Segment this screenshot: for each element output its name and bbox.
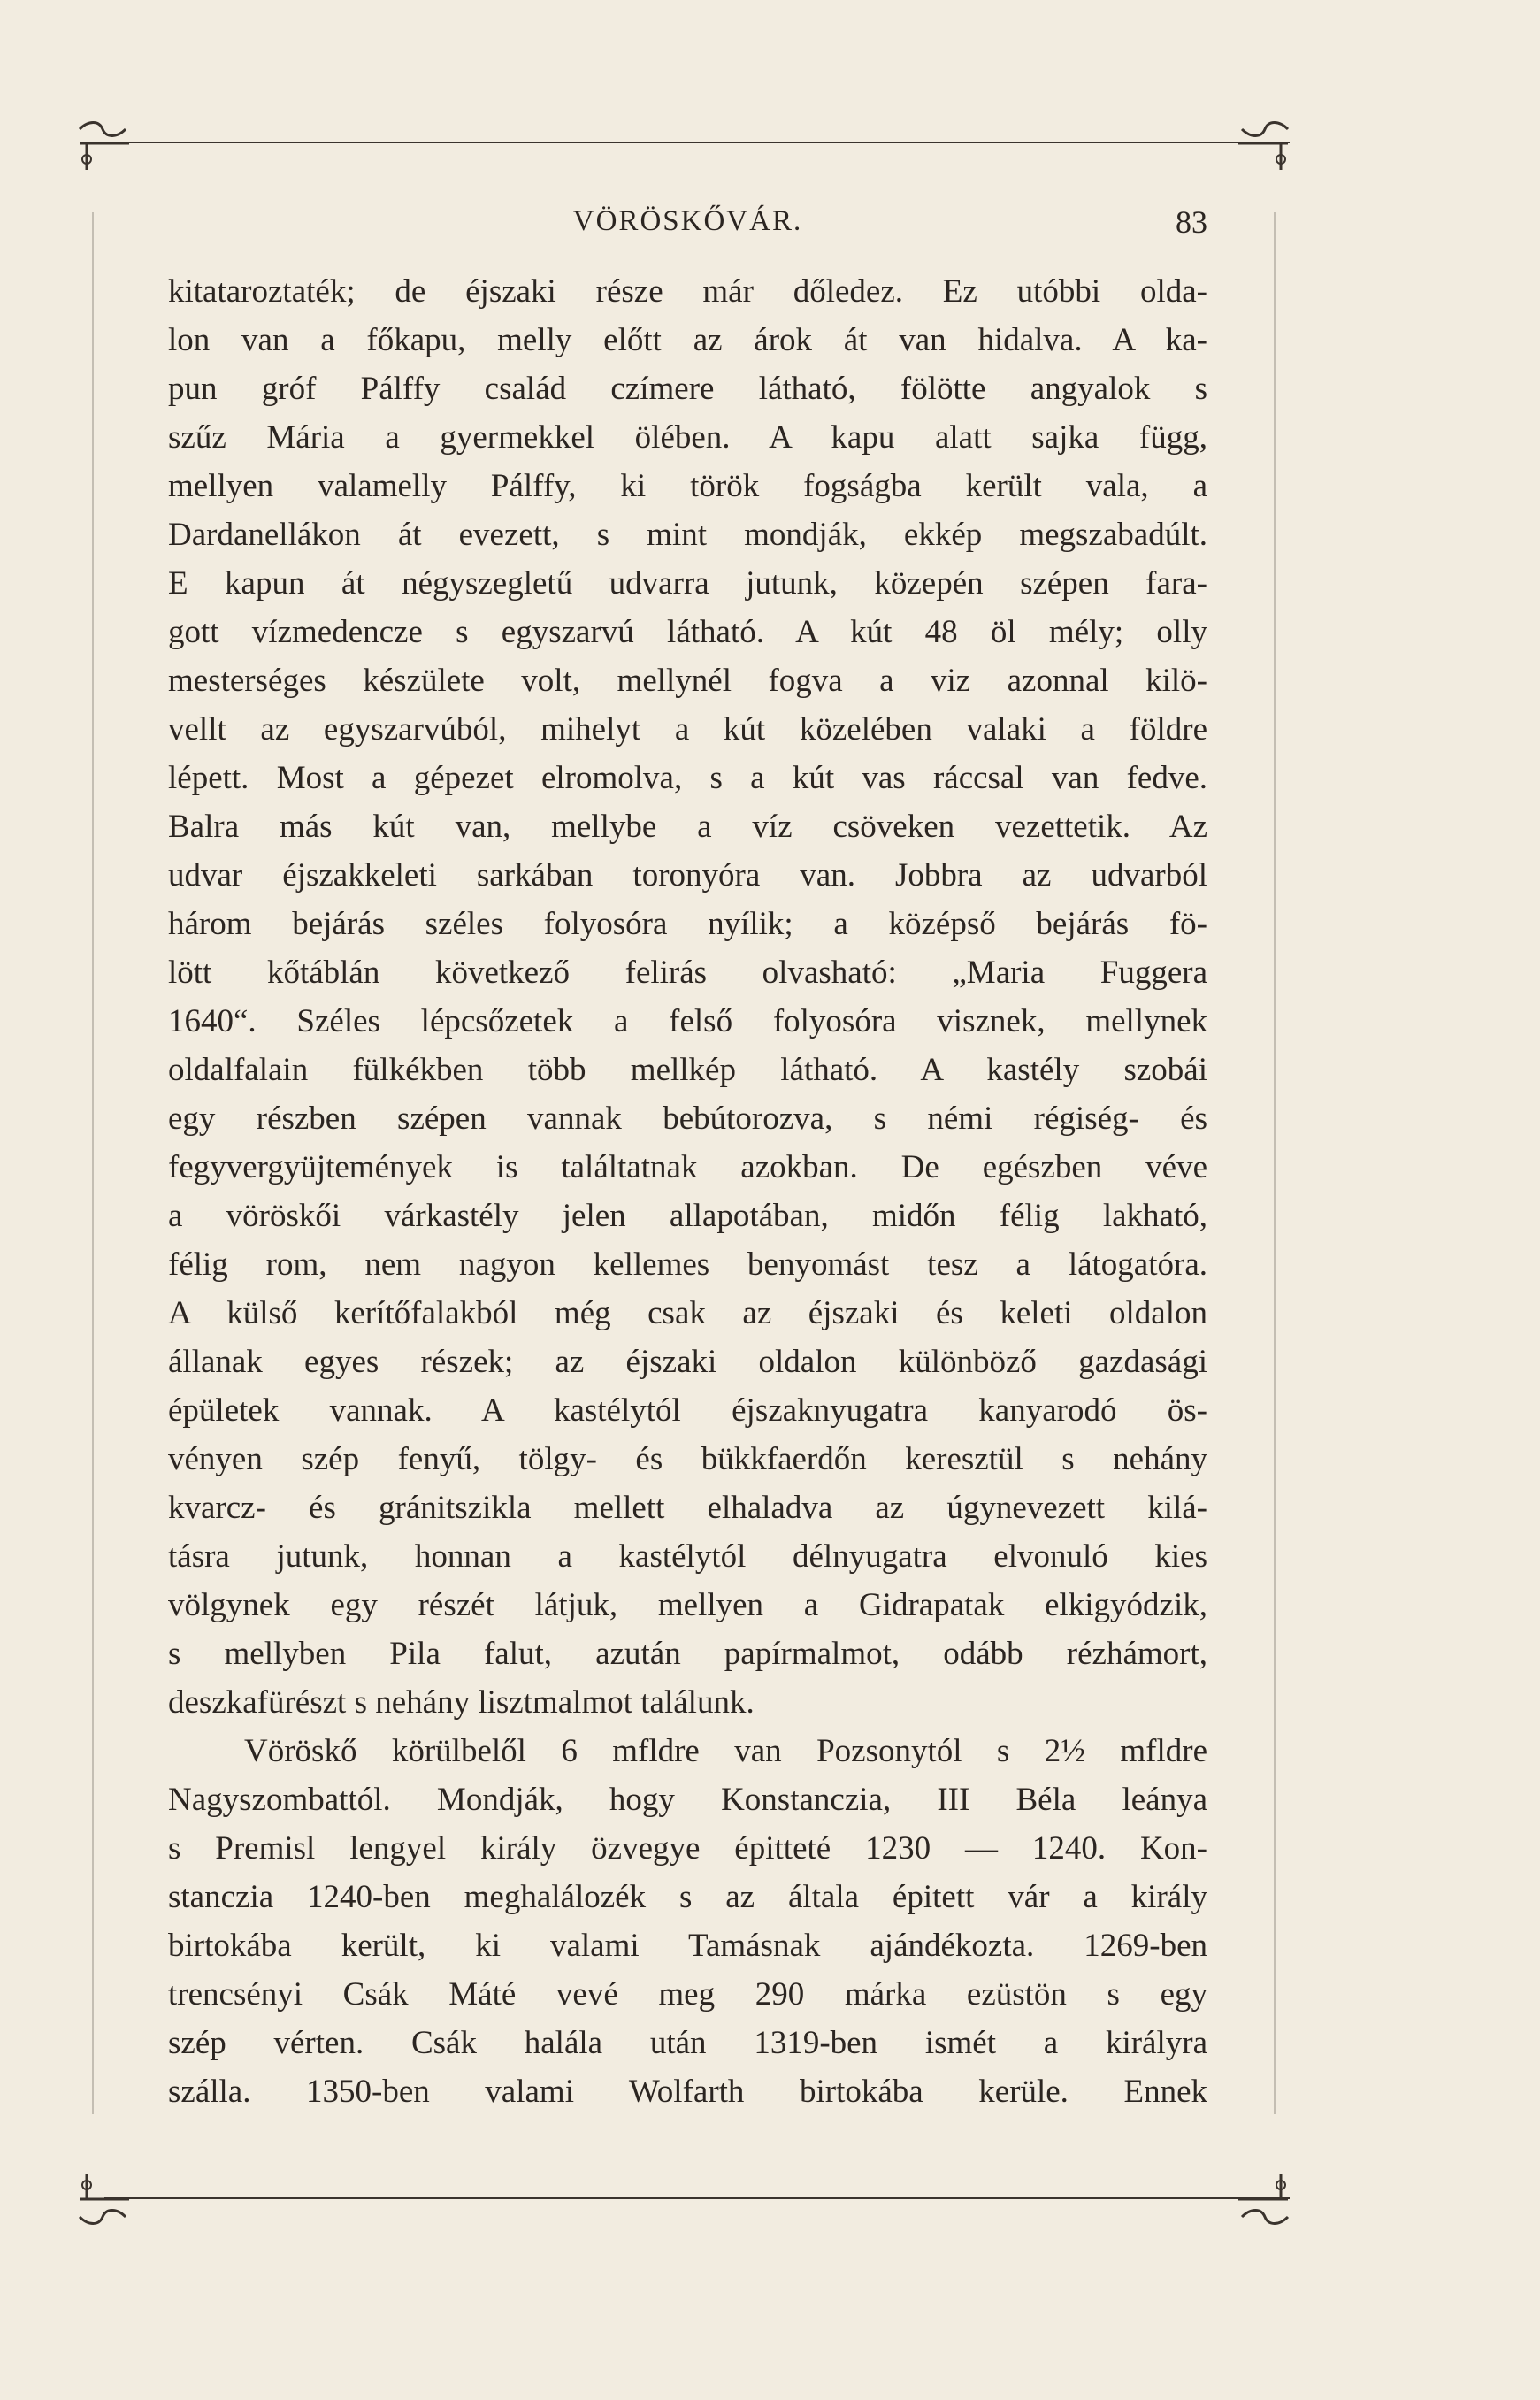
- text-line: völgynek egy részét látjuk, mellyen a Gidrapatak elkigyódzik,: [168, 1587, 1207, 1623]
- text-line: udvar éjszakkeleti sarkában toronyóra van. Jobbra az udvarból: [168, 857, 1207, 893]
- text-line: trencsényi Csák Máté vevé meg 290 márka ezüstön s egy: [168, 1976, 1207, 2013]
- text-line: a vöröskői várkastély jelen allapotában, midőn félig lakható,: [168, 1198, 1207, 1234]
- bottom-right-ornament-icon: [1235, 2173, 1291, 2229]
- text-line: lon van a főkapu, melly előtt az árok át van hidalva. A ka-: [168, 322, 1207, 358]
- text-line: szálla. 1350-ben valami Wolfarth birtokába kerüle. Ennek: [168, 2074, 1207, 2110]
- text-line: gott vízmedencze s egyszarvú látható. A kút 48 öl mély; olly: [168, 614, 1207, 650]
- paragraph-start-line: Vöröskő körülbelől 6 mfldre van Pozsonytól s 2½ mfldre: [244, 1733, 1207, 1769]
- text-line: 1640“. Széles lépcsőzetek a felső folyosóra visznek, mellynek: [168, 1003, 1207, 1039]
- paragraph-end-line: deszkafürészt s nehány lisztmalmot találunk.: [168, 1684, 755, 1721]
- text-line: vellt az egyszarvúból, mihelyt a kút közelében valaki a földre: [168, 711, 1207, 748]
- top-left-ornament-icon: [76, 117, 133, 173]
- text-line: Balra más kút van, mellybe a víz csöveken vezettetik. Az: [168, 809, 1207, 845]
- text-line: s mellyben Pila falut, azután papírmalmot, odább rézhámort,: [168, 1636, 1207, 1672]
- body-text: [168, 267, 1207, 2116]
- text-line: s Premisl lengyel király özvegye épitteté 1230 — 1240. Kon-: [168, 1830, 1207, 1867]
- text-line: stanczia 1240-ben meghalálozék s az általa épitett vár a király: [168, 1879, 1207, 1915]
- text-line: kvarcz- és gránitszikla mellett elhaladva az úgynevezett kilá-: [168, 1490, 1207, 1526]
- text-line: mesterséges készülete volt, mellynél fogva a viz azonnal kilö-: [168, 663, 1207, 699]
- text-line: birtokába került, ki valami Tamásnak ajándékozta. 1269-ben: [168, 1928, 1207, 1964]
- page-number: 83: [1176, 204, 1207, 240]
- text-line: félig rom, nem nagyon kellemes benyomást tesz a látogatóra.: [168, 1246, 1207, 1283]
- text-line: lépett. Most a gépezet elromolva, s a kút vas ráccsal van fedve.: [168, 760, 1207, 796]
- text-line: Dardanellákon át evezett, s mint mondják, ekkép megszabadúlt.: [168, 517, 1207, 553]
- top-border-rule: [104, 142, 1290, 143]
- text-line: mellyen valamelly Pálffy, ki török fogságba került vala, a: [168, 468, 1207, 504]
- running-title: VÖRÖSKŐVÁR.: [572, 205, 803, 237]
- text-line: szűz Mária a gyermekkel ölében. A kapu alatt sajka függ,: [168, 419, 1207, 456]
- text-line: kitataroztaték; de éjszaki része már dőledez. Ez utóbbi olda-: [168, 273, 1207, 310]
- text-line: egy részben szépen vannak bebútorozva, s némi régiség- és: [168, 1100, 1207, 1137]
- right-border-rule: [1274, 212, 1276, 2114]
- text-line: oldalfalain fülkékben több mellkép látható. A kastély szobái: [168, 1052, 1207, 1088]
- bottom-border-rule: [104, 2197, 1290, 2199]
- text-line: fegyvergyüjtemények is találtatnak azokban. De egészben véve: [168, 1149, 1207, 1185]
- top-right-ornament-icon: [1235, 117, 1291, 173]
- bottom-left-ornament-icon: [76, 2173, 133, 2229]
- text-line: állanak egyes részek; az éjszaki oldalon különböző gazdasági: [168, 1344, 1207, 1380]
- text-line: pun gróf Pálffy család czímere látható, fölötte angyalok s: [168, 371, 1207, 407]
- running-head: [168, 200, 1207, 249]
- text-line: három bejárás széles folyosóra nyílik; a középső bejárás fö-: [168, 906, 1207, 942]
- left-border-rule: [92, 212, 94, 2114]
- text-line: E kapun át négyszegletű udvarra jutunk, közepén szépen fara-: [168, 565, 1207, 602]
- text-line: lött kőtáblán következő felirás olvasható: „Maria Fuggera: [168, 955, 1207, 991]
- text-line: vényen szép fenyű, tölgy- és bükkfaerdőn keresztül s nehány: [168, 1441, 1207, 1477]
- text-line: épületek vannak. A kastélytól éjszaknyugatra kanyarodó ös-: [168, 1392, 1207, 1429]
- text-line: A külső kerítőfalakból még csak az éjszaki és keleti oldalon: [168, 1295, 1207, 1331]
- text-line: Nagyszombattól. Mondják, hogy Konstanczia, III Béla leánya: [168, 1782, 1207, 1818]
- text-line: tásra jutunk, honnan a kastélytól délnyugatra elvonuló kies: [168, 1538, 1207, 1575]
- text-line: szép vérten. Csák halála után 1319-ben ismét a királyra: [168, 2025, 1207, 2061]
